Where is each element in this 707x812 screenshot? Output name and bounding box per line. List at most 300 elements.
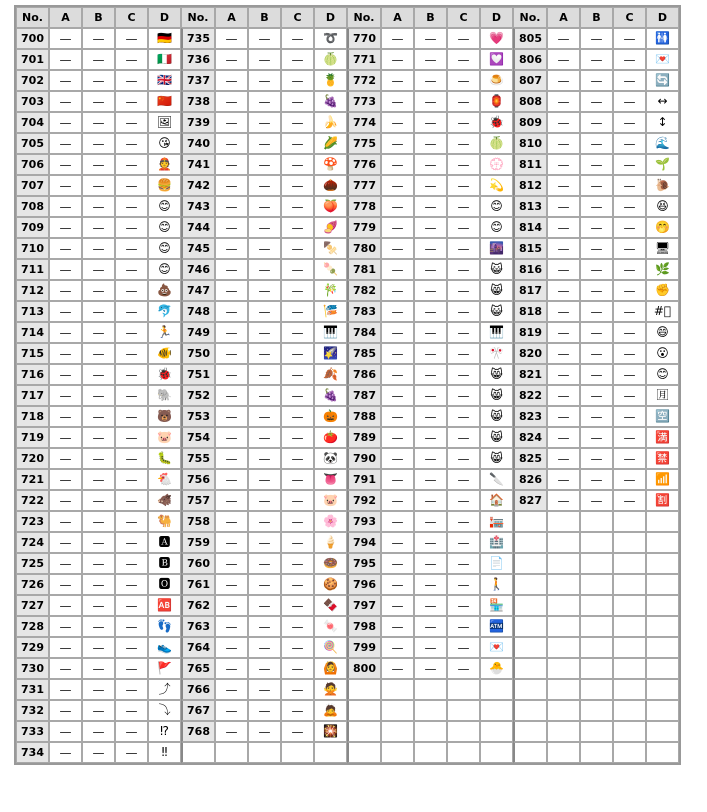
carrier-b-cell: — (248, 721, 281, 742)
emoji-icon: 🍠 (314, 217, 347, 238)
empty-cell (547, 700, 580, 721)
carrier-b-cell: — (580, 301, 613, 322)
carrier-b-cell: — (82, 616, 115, 637)
carrier-b-cell: — (248, 280, 281, 301)
carrier-a-cell: — (215, 343, 248, 364)
carrier-b-cell: — (248, 175, 281, 196)
carrier-b-cell: — (248, 154, 281, 175)
carrier-c-cell: — (613, 490, 646, 511)
code-number: 720 (16, 448, 49, 469)
carrier-a-cell: — (215, 196, 248, 217)
table-row (16, 448, 679, 469)
emoji-icon: 😸 (480, 280, 513, 301)
carrier-b-cell: — (580, 133, 613, 154)
code-number: 718 (16, 406, 49, 427)
code-number: 807 (513, 70, 547, 91)
carrier-b-cell: — (248, 28, 281, 49)
carrier-b-cell: — (82, 742, 115, 763)
carrier-c-cell: — (447, 322, 480, 343)
emoji-icon: 🇨🇳 (148, 91, 181, 112)
carrier-c-cell: — (115, 721, 148, 742)
emoji-icon: 🈷 (646, 385, 679, 406)
carrier-a-cell: — (381, 448, 414, 469)
emoji-icon: 🇮🇹 (148, 49, 181, 70)
emoji-icon: 🍍 (314, 70, 347, 91)
carrier-b-cell: — (414, 28, 447, 49)
empty-cell (646, 616, 679, 637)
carrier-a-cell: — (215, 490, 248, 511)
code-number: 826 (513, 469, 547, 490)
carrier-a-cell: — (49, 511, 82, 532)
carrier-b-cell: — (82, 154, 115, 175)
carrier-a-cell: — (381, 301, 414, 322)
code-number: 736 (181, 49, 215, 70)
table-row (16, 343, 679, 364)
carrier-a-cell: — (49, 532, 82, 553)
carrier-c-cell: — (613, 385, 646, 406)
code-number: 715 (16, 343, 49, 364)
carrier-c-cell: — (115, 175, 148, 196)
carrier-c-cell: — (281, 427, 314, 448)
empty-cell (646, 721, 679, 742)
carrier-b-cell: — (580, 364, 613, 385)
empty-cell (414, 679, 447, 700)
carrier-a-cell: — (215, 91, 248, 112)
empty-cell (513, 511, 547, 532)
carrier-a-cell: — (215, 427, 248, 448)
empty-cell (513, 532, 547, 553)
code-number: 717 (16, 385, 49, 406)
carrier-c-cell: — (281, 511, 314, 532)
code-number: 765 (181, 658, 215, 679)
table-row (16, 700, 679, 721)
empty-cell (513, 637, 547, 658)
carrier-a-cell: — (215, 322, 248, 343)
code-number: 823 (513, 406, 547, 427)
column-header-d: D (148, 7, 181, 28)
emoji-icon: 🅱 (148, 553, 181, 574)
carrier-b-cell: — (580, 175, 613, 196)
carrier-c-cell: — (281, 175, 314, 196)
carrier-b-cell: — (82, 175, 115, 196)
empty-cell (447, 742, 480, 763)
carrier-b-cell: — (580, 385, 613, 406)
code-number: 702 (16, 70, 49, 91)
carrier-a-cell: — (381, 280, 414, 301)
carrier-a-cell: — (547, 385, 580, 406)
carrier-b-cell: — (82, 70, 115, 91)
carrier-c-cell: — (115, 637, 148, 658)
code-number: 774 (347, 112, 381, 133)
carrier-b-cell: — (248, 133, 281, 154)
table-row (16, 280, 679, 301)
carrier-a-cell: — (381, 469, 414, 490)
empty-cell (513, 616, 547, 637)
carrier-b-cell: — (414, 133, 447, 154)
carrier-b-cell: — (580, 112, 613, 133)
emoji-icon: 🐫 (148, 511, 181, 532)
carrier-a-cell: — (381, 196, 414, 217)
empty-cell (580, 700, 613, 721)
code-number: 747 (181, 280, 215, 301)
carrier-b-cell: — (82, 49, 115, 70)
carrier-a-cell: — (215, 511, 248, 532)
carrier-a-cell: — (547, 322, 580, 343)
emoji-icon: ✊ (646, 280, 679, 301)
carrier-a-cell: — (547, 406, 580, 427)
carrier-c-cell: — (447, 175, 480, 196)
empty-cell (381, 721, 414, 742)
emoji-icon: 😊 (148, 196, 181, 217)
carrier-a-cell: — (381, 553, 414, 574)
emoji-icon: #⃣ (646, 301, 679, 322)
emoji-icon: 🍮 (480, 70, 513, 91)
code-number: 785 (347, 343, 381, 364)
emoji-icon: 🍫 (314, 595, 347, 616)
carrier-c-cell: — (281, 133, 314, 154)
code-number: 722 (16, 490, 49, 511)
empty-cell (646, 658, 679, 679)
carrier-b-cell: — (414, 532, 447, 553)
carrier-c-cell: — (115, 70, 148, 91)
carrier-a-cell: — (381, 427, 414, 448)
empty-cell (580, 658, 613, 679)
carrier-c-cell: — (613, 112, 646, 133)
empty-cell (513, 595, 547, 616)
carrier-a-cell: — (215, 658, 248, 679)
emoji-icon: 🚩 (148, 658, 181, 679)
table-row (16, 469, 679, 490)
empty-cell (613, 637, 646, 658)
carrier-b-cell: — (414, 448, 447, 469)
table-row (16, 70, 679, 91)
emoji-icon: 🆎 (148, 595, 181, 616)
emoji-icon: 🔄 (646, 70, 679, 91)
empty-cell (513, 700, 547, 721)
empty-cell (381, 700, 414, 721)
emoji-icon: 🏠 (480, 490, 513, 511)
empty-cell (347, 700, 381, 721)
empty-cell (513, 658, 547, 679)
carrier-a-cell: — (381, 154, 414, 175)
table-body (16, 28, 679, 763)
emoji-icon: 🌽 (314, 133, 347, 154)
carrier-b-cell: — (248, 658, 281, 679)
emoji-icon: 🌸 (314, 511, 347, 532)
carrier-b-cell: — (248, 196, 281, 217)
carrier-c-cell: — (447, 469, 480, 490)
code-number: 790 (347, 448, 381, 469)
code-number: 749 (181, 322, 215, 343)
empty-cell (613, 679, 646, 700)
carrier-c-cell: — (281, 70, 314, 91)
code-number: 724 (16, 532, 49, 553)
carrier-a-cell: — (547, 217, 580, 238)
carrier-c-cell: — (115, 217, 148, 238)
table-row (16, 553, 679, 574)
carrier-c-cell: — (115, 490, 148, 511)
carrier-b-cell: — (82, 343, 115, 364)
emoji-icon: 🎏 (314, 301, 347, 322)
emoji-icon: ➰ (314, 28, 347, 49)
table-row (16, 154, 679, 175)
code-number: 825 (513, 448, 547, 469)
carrier-a-cell: — (49, 196, 82, 217)
carrier-a-cell: — (49, 364, 82, 385)
carrier-a-cell: — (547, 259, 580, 280)
code-number: 751 (181, 364, 215, 385)
emoji-icon: 🍩 (314, 553, 347, 574)
empty-cell (646, 532, 679, 553)
emoji-icon: 🍇 (314, 91, 347, 112)
carrier-c-cell: — (447, 490, 480, 511)
emoji-code-table (14, 5, 681, 765)
carrier-c-cell: — (447, 343, 480, 364)
carrier-b-cell: — (82, 238, 115, 259)
emoji-icon: 🐻 (148, 406, 181, 427)
emoji-icon: 🈲 (646, 448, 679, 469)
empty-cell (646, 637, 679, 658)
emoji-icon: 🍇 (314, 385, 347, 406)
carrier-a-cell: — (381, 406, 414, 427)
code-number: 752 (181, 385, 215, 406)
table-row (16, 742, 679, 763)
empty-cell (414, 700, 447, 721)
carrier-a-cell: — (381, 385, 414, 406)
code-number: 732 (16, 700, 49, 721)
emoji-icon: 🍈 (480, 133, 513, 154)
carrier-b-cell: — (248, 700, 281, 721)
column-header-d: D (480, 7, 513, 28)
carrier-a-cell: — (381, 238, 414, 259)
code-number: 714 (16, 322, 49, 343)
carrier-c-cell: — (447, 301, 480, 322)
carrier-b-cell: — (248, 259, 281, 280)
code-number: 737 (181, 70, 215, 91)
code-number: 750 (181, 343, 215, 364)
carrier-b-cell: — (414, 112, 447, 133)
empty-cell (580, 616, 613, 637)
carrier-c-cell: — (115, 427, 148, 448)
carrier-c-cell: — (447, 532, 480, 553)
carrier-b-cell: — (414, 427, 447, 448)
carrier-a-cell: — (49, 385, 82, 406)
carrier-a-cell: — (215, 406, 248, 427)
code-number: 700 (16, 28, 49, 49)
carrier-c-cell: — (447, 574, 480, 595)
emoji-icon: 🐔 (148, 469, 181, 490)
carrier-b-cell: — (82, 133, 115, 154)
table-row (16, 595, 679, 616)
column-header-c: C (115, 7, 148, 28)
carrier-c-cell: — (447, 91, 480, 112)
code-number: 716 (16, 364, 49, 385)
emoji-icon: 😄 (646, 322, 679, 343)
carrier-c-cell: — (115, 742, 148, 763)
carrier-b-cell: — (82, 301, 115, 322)
emoji-icon: 😊 (480, 196, 513, 217)
carrier-b-cell: — (248, 322, 281, 343)
carrier-a-cell: — (215, 112, 248, 133)
carrier-b-cell: — (414, 658, 447, 679)
carrier-a-cell: — (49, 490, 82, 511)
carrier-b-cell: — (248, 469, 281, 490)
code-number: 792 (347, 490, 381, 511)
carrier-a-cell: — (49, 553, 82, 574)
carrier-c-cell: — (281, 469, 314, 490)
carrier-a-cell: — (215, 364, 248, 385)
code-number: 704 (16, 112, 49, 133)
table-row (16, 511, 679, 532)
carrier-a-cell: — (547, 70, 580, 91)
code-number: 760 (181, 553, 215, 574)
carrier-b-cell: — (82, 700, 115, 721)
carrier-c-cell: — (115, 49, 148, 70)
table-row (16, 49, 679, 70)
carrier-b-cell: — (580, 28, 613, 49)
carrier-b-cell: — (580, 70, 613, 91)
carrier-a-cell: — (49, 301, 82, 322)
carrier-b-cell: — (414, 175, 447, 196)
carrier-c-cell: — (115, 532, 148, 553)
carrier-b-cell: — (82, 385, 115, 406)
carrier-b-cell: — (414, 406, 447, 427)
column-header-a: A (215, 7, 248, 28)
carrier-a-cell: — (381, 259, 414, 280)
carrier-b-cell: — (248, 364, 281, 385)
emoji-icon: 🌰 (314, 175, 347, 196)
emoji-icon: 😆 (646, 196, 679, 217)
empty-cell (281, 742, 314, 763)
carrier-b-cell: — (580, 343, 613, 364)
code-number: 742 (181, 175, 215, 196)
code-number: 729 (16, 637, 49, 658)
carrier-a-cell: — (215, 385, 248, 406)
carrier-b-cell: — (580, 427, 613, 448)
code-number: 793 (347, 511, 381, 532)
carrier-b-cell: — (580, 469, 613, 490)
table-row (16, 574, 679, 595)
emoji-icon: 🍌 (314, 112, 347, 133)
emoji-icon: ↔ (646, 91, 679, 112)
carrier-a-cell: — (49, 574, 82, 595)
code-number: 783 (347, 301, 381, 322)
carrier-b-cell: — (82, 490, 115, 511)
carrier-c-cell: — (447, 637, 480, 658)
emoji-icon: 🍬 (314, 616, 347, 637)
code-number: 764 (181, 637, 215, 658)
carrier-c-cell: — (447, 385, 480, 406)
emoji-icon: 💩 (148, 280, 181, 301)
carrier-c-cell: — (281, 343, 314, 364)
code-number: 753 (181, 406, 215, 427)
code-number: 776 (347, 154, 381, 175)
carrier-a-cell: — (381, 532, 414, 553)
carrier-c-cell: — (447, 28, 480, 49)
carrier-c-cell: — (115, 112, 148, 133)
code-number: 754 (181, 427, 215, 448)
carrier-c-cell: — (115, 448, 148, 469)
empty-cell (613, 574, 646, 595)
code-number: 789 (347, 427, 381, 448)
carrier-c-cell: — (281, 616, 314, 637)
carrier-a-cell: — (547, 133, 580, 154)
carrier-b-cell: — (414, 259, 447, 280)
table-row (16, 28, 679, 49)
emoji-icon: 🐛 (148, 448, 181, 469)
carrier-c-cell: — (613, 70, 646, 91)
carrier-b-cell: — (580, 448, 613, 469)
carrier-a-cell: — (215, 133, 248, 154)
empty-cell (613, 658, 646, 679)
emoji-icon: 💗 (480, 28, 513, 49)
carrier-a-cell: — (215, 448, 248, 469)
carrier-a-cell: — (547, 280, 580, 301)
carrier-a-cell: — (381, 658, 414, 679)
code-number: 784 (347, 322, 381, 343)
empty-cell (613, 700, 646, 721)
column-header-d: D (314, 7, 347, 28)
carrier-c-cell: — (447, 364, 480, 385)
carrier-a-cell: — (49, 133, 82, 154)
carrier-c-cell: — (613, 28, 646, 49)
emoji-icon: 🍂 (314, 364, 347, 385)
carrier-a-cell: — (49, 427, 82, 448)
carrier-a-cell: — (49, 406, 82, 427)
carrier-c-cell: — (115, 700, 148, 721)
carrier-a-cell: — (215, 595, 248, 616)
empty-cell (381, 679, 414, 700)
empty-cell (646, 679, 679, 700)
emoji-icon: 😊 (646, 364, 679, 385)
carrier-b-cell: — (414, 91, 447, 112)
carrier-c-cell: — (115, 406, 148, 427)
carrier-c-cell: — (281, 721, 314, 742)
emoji-icon: 🇩🇪 (148, 28, 181, 49)
emoji-icon: 💌 (646, 49, 679, 70)
column-header-c: C (281, 7, 314, 28)
empty-cell (248, 742, 281, 763)
carrier-c-cell: — (115, 259, 148, 280)
empty-cell (646, 742, 679, 763)
emoji-icon: 🏥 (480, 532, 513, 553)
code-number: 735 (181, 28, 215, 49)
code-number: 797 (347, 595, 381, 616)
carrier-c-cell: — (115, 343, 148, 364)
code-number: 706 (16, 154, 49, 175)
emoji-icon: ↕ (646, 112, 679, 133)
code-number: 719 (16, 427, 49, 448)
carrier-a-cell: — (381, 175, 414, 196)
emoji-icon: 🌿 (646, 259, 679, 280)
code-number: 821 (513, 364, 547, 385)
carrier-b-cell: — (580, 238, 613, 259)
carrier-b-cell: — (414, 154, 447, 175)
carrier-a-cell: — (547, 301, 580, 322)
code-number: 815 (513, 238, 547, 259)
table-row (16, 637, 679, 658)
carrier-b-cell: — (248, 511, 281, 532)
carrier-b-cell: — (248, 217, 281, 238)
table-row (16, 406, 679, 427)
carrier-b-cell: — (580, 406, 613, 427)
emoji-icon: 😊 (148, 238, 181, 259)
carrier-c-cell: — (613, 469, 646, 490)
empty-cell (646, 595, 679, 616)
carrier-c-cell: — (613, 154, 646, 175)
carrier-a-cell: — (547, 28, 580, 49)
emoji-icon: ⁉ (148, 721, 181, 742)
